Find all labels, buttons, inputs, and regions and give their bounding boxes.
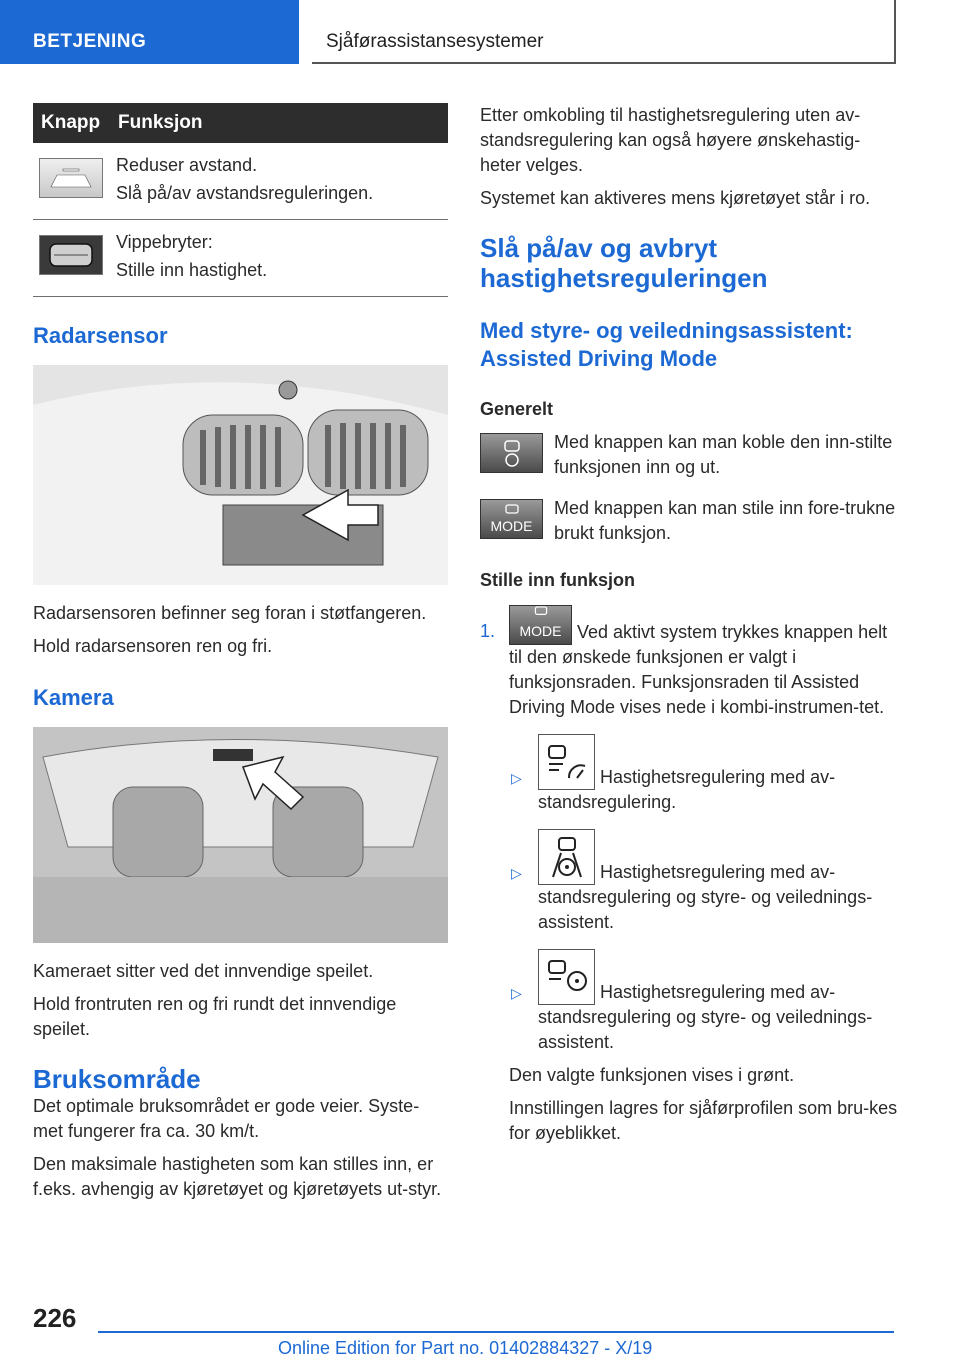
table-text: Stille inn hastighet. bbox=[116, 260, 268, 280]
header-chapter-tab bbox=[312, 0, 896, 64]
step-text-line bbox=[509, 605, 900, 720]
mode-button-icon bbox=[509, 605, 572, 645]
button-function-table bbox=[33, 103, 448, 297]
step-list bbox=[480, 605, 900, 1146]
usage-text-1: Det optimale bruksområdet er gode veier. Syste-met fungerer fra ca. 30 km/t. bbox=[33, 1096, 420, 1141]
intro-text-2: Systemet kan aktiveres mens kjøretøyet står i ro. bbox=[480, 188, 871, 208]
heading-set-function: Stille inn funksjon bbox=[480, 570, 636, 590]
mode-label: MODE bbox=[490, 518, 533, 534]
camera-image bbox=[33, 727, 448, 943]
camera-text-2: Hold frontruten ren og fri rundt det innvendige speilet. bbox=[33, 994, 397, 1039]
option-text: Hastighetsregulering med av-standsregulering og styre- og veilednings-assistent. bbox=[538, 982, 873, 1052]
radar-text-1: Radarsensoren befinner seg foran i støtfangeren. bbox=[33, 603, 427, 623]
header-section-label: BETJENING bbox=[33, 31, 147, 52]
left-column bbox=[33, 103, 448, 1210]
general-text-1: Med knappen kan man koble den inn-stilte funksjonen inn og ut. bbox=[554, 432, 893, 477]
usage-text-2: Den maksimale hastigheten som kan stilles inn, er f.eks. avhengig av kjøretøyet og kjøretøyets ut-styr. bbox=[33, 1154, 442, 1199]
option-text-line bbox=[538, 734, 900, 815]
table-text: Vippebryter: bbox=[116, 232, 213, 252]
heading-radar: Radarsensor bbox=[33, 323, 168, 348]
bullet-icon: ▷ bbox=[511, 770, 522, 786]
radar-sensor-image bbox=[33, 365, 448, 585]
acc-distance-icon bbox=[538, 734, 595, 790]
table-text: Reduser avstand. bbox=[116, 155, 258, 175]
table-text: Slå på/av avstandsreguleringen. bbox=[116, 183, 374, 203]
heading-camera: Kamera bbox=[33, 685, 114, 710]
general-text-2: Med knappen kan man stile inn fore-trukne brukt funksjon. bbox=[554, 498, 896, 543]
camera-text-1: Kameraet sitter ved det innvendige speilet. bbox=[33, 961, 374, 981]
heading-switch-on-off: Slå på/av og avbryt hastighetsreguleringen bbox=[480, 233, 768, 293]
footer-divider bbox=[98, 1331, 894, 1333]
right-column bbox=[480, 103, 900, 1154]
step-text: Ved aktivt system trykkes knappen helt til den ønskede funksjonen er valgt i funksjonsraden. Funksjonsraden til Assisted Driving Mode vises nede i kombi-instrumen-tet. bbox=[509, 622, 888, 717]
general-row bbox=[480, 496, 900, 546]
after-text-1: Den valgte funksjonen vises i grønt. bbox=[509, 1065, 795, 1085]
acc-steering-wheel-icon bbox=[538, 949, 595, 1005]
option-text-line bbox=[538, 949, 900, 1055]
rocker-switch-icon bbox=[39, 235, 103, 275]
option-text: Hastighetsregulering med av-standsregulering. bbox=[538, 767, 836, 812]
mode-label: MODE bbox=[519, 623, 562, 639]
option-text-line bbox=[538, 829, 900, 935]
option-item bbox=[509, 734, 900, 815]
distance-button-icon bbox=[39, 158, 103, 198]
step-number: 1. bbox=[480, 621, 496, 641]
header-chapter-label: Sjåførassistansesystemer bbox=[326, 31, 544, 52]
option-item bbox=[509, 829, 900, 935]
option-text: Hastighetsregulering med av-standsregulering og styre- og veilednings-assistent. bbox=[538, 862, 873, 932]
radar-text-2: Hold radarsensoren ren og fri. bbox=[33, 636, 273, 656]
col-header-function: Funksjon bbox=[116, 103, 448, 143]
col-header-button: Knapp bbox=[33, 103, 116, 143]
table-row bbox=[33, 220, 448, 297]
page-number: 226 bbox=[33, 1303, 77, 1333]
general-row bbox=[480, 430, 900, 480]
table-row bbox=[33, 143, 448, 220]
mode-button-icon bbox=[480, 499, 543, 539]
bullet-icon: ▷ bbox=[511, 985, 522, 1001]
acc-steering-assist-icon bbox=[538, 829, 595, 885]
heading-usage: Bruksområde bbox=[33, 1064, 201, 1094]
bullet-icon: ▷ bbox=[511, 865, 522, 881]
heading-assisted-driving: Med styre- og veiledningsassistent: Assisted Driving Mode bbox=[480, 318, 853, 371]
heading-general: Generelt bbox=[480, 399, 554, 419]
option-item bbox=[509, 949, 900, 1055]
intro-text-1: Etter omkobling til hastighetsregulering uten av-standsregulering kan også høyere ønskehastig-heter velges. bbox=[480, 105, 861, 175]
after-text-2: Innstillingen lagres for sjåførprofilen som bru-kes for øyeblikket. bbox=[509, 1098, 898, 1143]
footer-edition: Online Edition for Part no. 01402884327 - X/19 bbox=[278, 1338, 653, 1358]
steering-assist-button-icon bbox=[480, 433, 543, 473]
header-section-tab bbox=[0, 0, 299, 64]
